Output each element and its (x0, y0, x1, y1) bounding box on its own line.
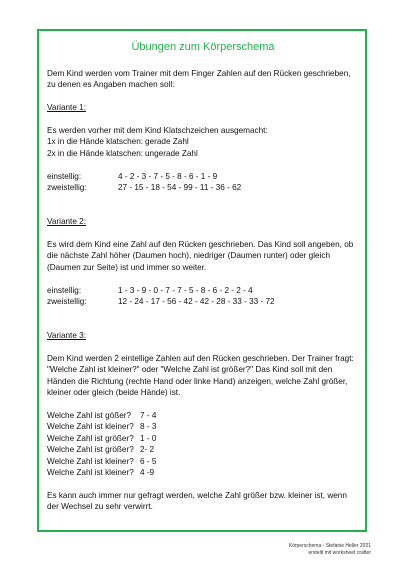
rule-row (47, 148, 359, 159)
rule-label: 1x in die Hände klatschen: (47, 137, 144, 147)
worksheet-content (47, 40, 359, 513)
sequence-value: 27 - 15 - 18 - 54 - 99 - 11 - 36 - 62 (118, 183, 242, 193)
question-label: Welche Zahl ist kleiner? (47, 422, 134, 432)
rule-row (47, 136, 359, 147)
sequence-label: einstellig: (47, 285, 82, 295)
sequence-row (47, 182, 359, 193)
question-value: 2- 2 (140, 445, 155, 455)
sequence-value: 4 - 2 - 3 - 7 - 5 - 8 - 6 - 1 - 9 (118, 171, 218, 181)
variant-2-text: Es wird dem Kind eine Zahl auf den Rücken geschrieben. Das Kind soll angeben, ob die nächste Zahl höher (Daumen hoch), niedriger (Daumen runter) oder gleich (Daumen zur Seite) ist und immer so weiter. (47, 240, 354, 272)
sequence-label: einstellig: (47, 171, 82, 181)
question-label: Welche Zahl ist gößer? (47, 411, 132, 421)
question-value: 4 -9 (140, 468, 155, 478)
sequence-value: 1 - 3 - 9 - 0 - 7 - 7 - 5 - 8 - 6 - 2 - 2 - 4 (118, 285, 253, 295)
question-value: 6 - 5 (140, 456, 157, 466)
question-label: Welche Zahl ist größer? (47, 445, 134, 455)
rule-value: gerade Zahl (145, 137, 189, 147)
sequence-row (47, 171, 359, 182)
footer-credit: Körperschema - Stefanie Heller 2021 (288, 543, 371, 549)
sequence-label: zweistellig: (47, 183, 87, 193)
question-value: 1 - 0 (140, 433, 157, 443)
variant-3-text: Dem Kind werden 2 eintellige Zahlen auf den Rücken geschrieben. Der Trainer fragt: "Welche Zahl ist kleiner?" oder "Welche Zahl ist größer?" Das Kind soll mit den Händen die Richtung (rechte Hand oder linke Hand) anzeigen, welche Zahl größer, kleiner oder gleich (beide Hände) ist. (47, 354, 354, 398)
question-row (47, 467, 359, 478)
question-label: Welche Zahl ist kleiner? (47, 456, 134, 466)
question-row (47, 456, 359, 467)
sequence-row (47, 296, 359, 307)
variant-2-heading: Variante 2: (47, 217, 86, 227)
question-row (47, 421, 359, 432)
footer-tool: erstellt mit worksheet crafter (308, 550, 371, 556)
intro-text: Dem Kind werden vom Trainer mit dem Finger Zahlen auf den Rücken geschrieben, zu denen es Angaben machen soll: (47, 69, 351, 90)
question-label: Welche Zahl ist kleiner? (47, 468, 134, 478)
sequence-value: 12 - 24 - 17 - 56 - 42 - 42 - 28 - 33 - 33 - 72 (118, 297, 275, 307)
question-row (47, 433, 359, 444)
question-label: Welche Zahl ist größer? (47, 433, 134, 443)
question-value: 7 - 4 (140, 411, 157, 421)
variant-1-heading: Variante 1: (47, 103, 86, 113)
footer (289, 543, 371, 557)
question-row (47, 444, 359, 455)
rule-value: ungerade Zahl (145, 148, 198, 158)
rule-label: 2x in die Hände klatschen: (47, 148, 144, 158)
page-title: Übungen zum Körperschema (131, 41, 275, 53)
sequence-label: zweistellig: (47, 297, 87, 307)
sequence-row (47, 285, 359, 296)
variant-1-text: Es werden vorher mit dem Kind Klatschzeichen ausgemacht: (47, 126, 268, 135)
question-value: 8 - 3 (140, 422, 157, 432)
question-row (47, 410, 359, 421)
variant-3-heading: Variante 3: (47, 331, 86, 341)
closing-text: Es kann auch immer nur gefragt werden, welche Zahl größer bzw. kleiner ist, wenn der Wechsel zu sehr verwirrt. (47, 490, 347, 512)
